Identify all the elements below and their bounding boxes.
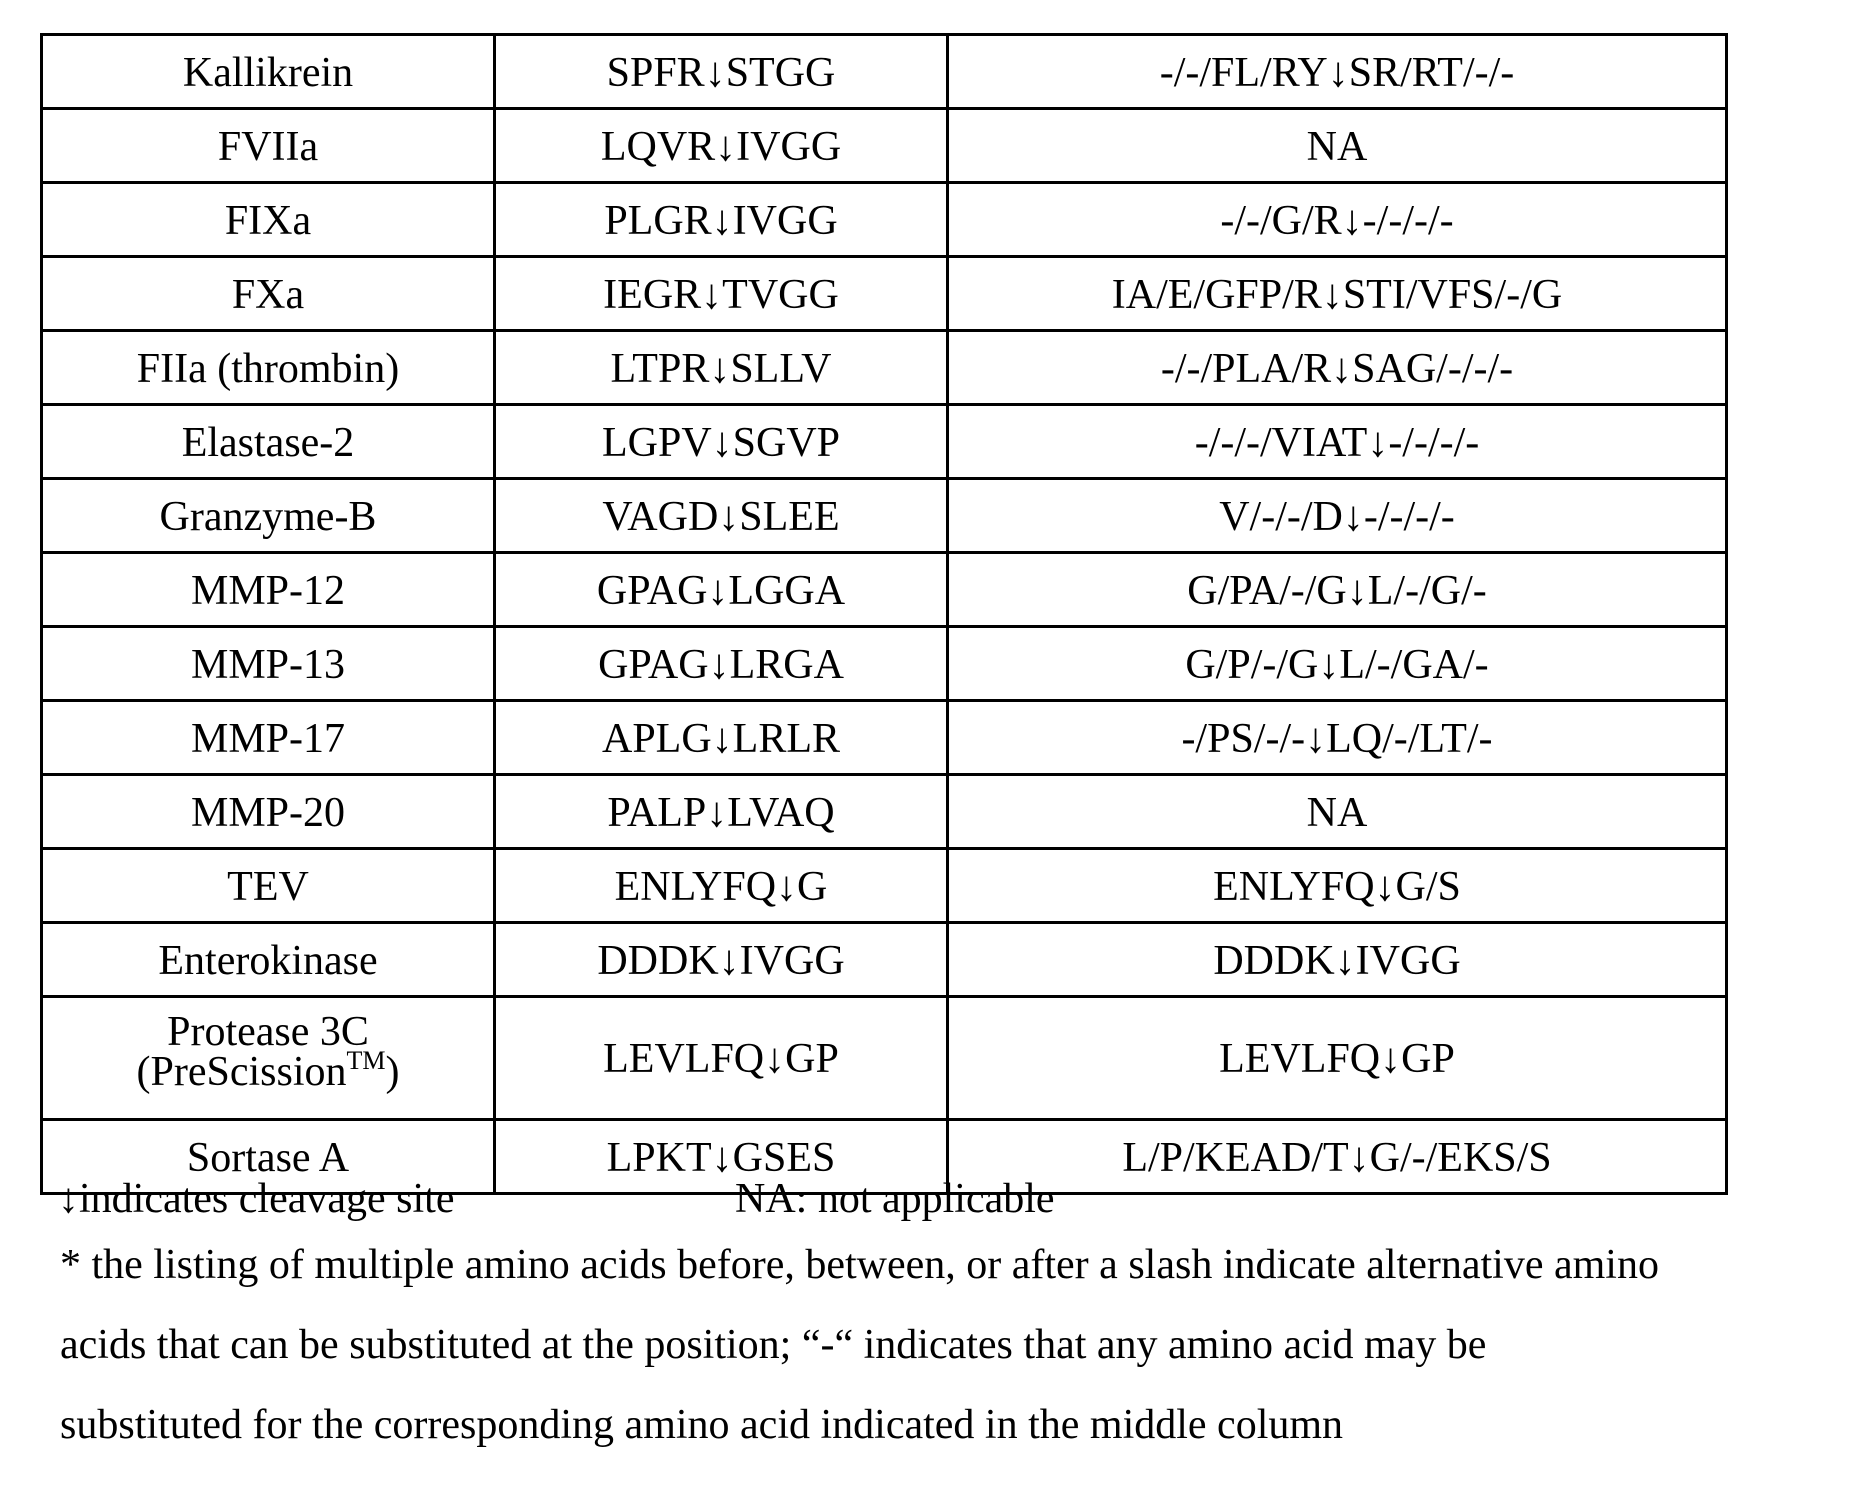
cleavage-sequence: DDDK↓IVGG bbox=[495, 923, 948, 997]
cleavage-sequence: LTPR↓SLLV bbox=[495, 331, 948, 405]
footnote-line: substituted for the corresponding amino acid indicated in the middle column bbox=[60, 1402, 1344, 1448]
cleavage-sequence: LPKT↓GSES bbox=[495, 1120, 948, 1194]
cleavage-sequence: LQVR↓IVGG bbox=[495, 109, 948, 183]
substitution-pattern: IA/E/GFP/R↓STI/VFS/-/G bbox=[948, 257, 1727, 331]
table-row bbox=[42, 405, 1727, 479]
table-row bbox=[42, 35, 1727, 109]
substitution-pattern: ENLYFQ↓G/S bbox=[948, 849, 1727, 923]
protease-name: Enterokinase bbox=[42, 923, 495, 997]
protease-name: FIXa bbox=[42, 183, 495, 257]
cleavage-sequence: ENLYFQ↓G bbox=[495, 849, 948, 923]
substitution-pattern: L/P/KEAD/T↓G/-/EKS/S bbox=[948, 1120, 1727, 1194]
substitution-pattern: -/-/PLA/R↓SAG/-/-/- bbox=[948, 331, 1727, 405]
protease-name: FIIa (thrombin) bbox=[42, 331, 495, 405]
substitution-pattern: -/-/G/R↓-/-/-/- bbox=[948, 183, 1727, 257]
protease-name: FVIIa bbox=[42, 109, 495, 183]
substitution-pattern: -/-/FL/RY↓SR/RT/-/- bbox=[948, 35, 1727, 109]
cleavage-site-legend: ↓indicates cleavage site bbox=[58, 1176, 455, 1222]
substitution-pattern: -/PS/-/-↓LQ/-/LT/- bbox=[948, 701, 1727, 775]
trademark-mark: TM bbox=[346, 1046, 386, 1075]
cleavage-sequence: GPAG↓LGGA bbox=[495, 553, 948, 627]
cleavage-sequence: PALP↓LVAQ bbox=[495, 775, 948, 849]
protease-name-close-paren: ) bbox=[385, 1049, 400, 1095]
protease-name bbox=[42, 997, 495, 1120]
not-applicable-legend: NA: not applicable bbox=[735, 1176, 1055, 1222]
cleavage-sequence: SPFR↓STGG bbox=[495, 35, 948, 109]
table-row bbox=[42, 257, 1727, 331]
protease-name-line2 bbox=[47, 1046, 489, 1095]
protease-name: Sortase A bbox=[42, 1120, 495, 1194]
cleavage-sequence: IEGR↓TVGG bbox=[495, 257, 948, 331]
table-row bbox=[42, 627, 1727, 701]
table-row bbox=[42, 775, 1727, 849]
protease-name: MMP-13 bbox=[42, 627, 495, 701]
table-row bbox=[42, 849, 1727, 923]
footnote-line: * the listing of multiple amino acids before, between, or after a slash indicate alternative amino bbox=[60, 1242, 1659, 1288]
substitution-pattern: LEVLFQ↓GP bbox=[948, 997, 1727, 1120]
cleavage-sequence: GPAG↓LRGA bbox=[495, 627, 948, 701]
substitution-pattern: G/PA/-/G↓L/-/G/- bbox=[948, 553, 1727, 627]
substitution-pattern: NA bbox=[948, 109, 1727, 183]
protease-name: Elastase-2 bbox=[42, 405, 495, 479]
substitution-pattern: NA bbox=[948, 775, 1727, 849]
footnote-line: acids that can be substituted at the position; “-“ indicates that any amino acid may be bbox=[60, 1322, 1487, 1368]
table-row bbox=[42, 479, 1727, 553]
cleavage-sequence: PLGR↓IVGG bbox=[495, 183, 948, 257]
cleavage-sequence: VAGD↓SLEE bbox=[495, 479, 948, 553]
substitution-pattern: G/P/-/G↓L/-/GA/- bbox=[948, 627, 1727, 701]
cleavage-sequence: LGPV↓SGVP bbox=[495, 405, 948, 479]
protease-cleavage-table bbox=[40, 33, 1728, 1195]
table-row bbox=[42, 553, 1727, 627]
substitution-pattern: -/-/-/VIAT↓-/-/-/- bbox=[948, 405, 1727, 479]
table-row bbox=[42, 997, 1727, 1120]
table-row bbox=[42, 701, 1727, 775]
protease-name: MMP-12 bbox=[42, 553, 495, 627]
table-row bbox=[42, 331, 1727, 405]
table-row bbox=[42, 183, 1727, 257]
protease-name: MMP-17 bbox=[42, 701, 495, 775]
cleavage-sequence: APLG↓LRLR bbox=[495, 701, 948, 775]
protease-name: MMP-20 bbox=[42, 775, 495, 849]
table-row bbox=[42, 109, 1727, 183]
protease-name-line1: Protease 3C bbox=[167, 1009, 369, 1055]
protease-name: FXa bbox=[42, 257, 495, 331]
substitution-pattern: V/-/-/D↓-/-/-/- bbox=[948, 479, 1727, 553]
protease-name: Granzyme-B bbox=[42, 479, 495, 553]
protease-name-brand: (PreScission bbox=[136, 1049, 347, 1095]
protease-name: Kallikrein bbox=[42, 35, 495, 109]
substitution-pattern: DDDK↓IVGG bbox=[948, 923, 1727, 997]
protease-name: TEV bbox=[42, 849, 495, 923]
table-row bbox=[42, 923, 1727, 997]
cleavage-sequence: LEVLFQ↓GP bbox=[495, 997, 948, 1120]
